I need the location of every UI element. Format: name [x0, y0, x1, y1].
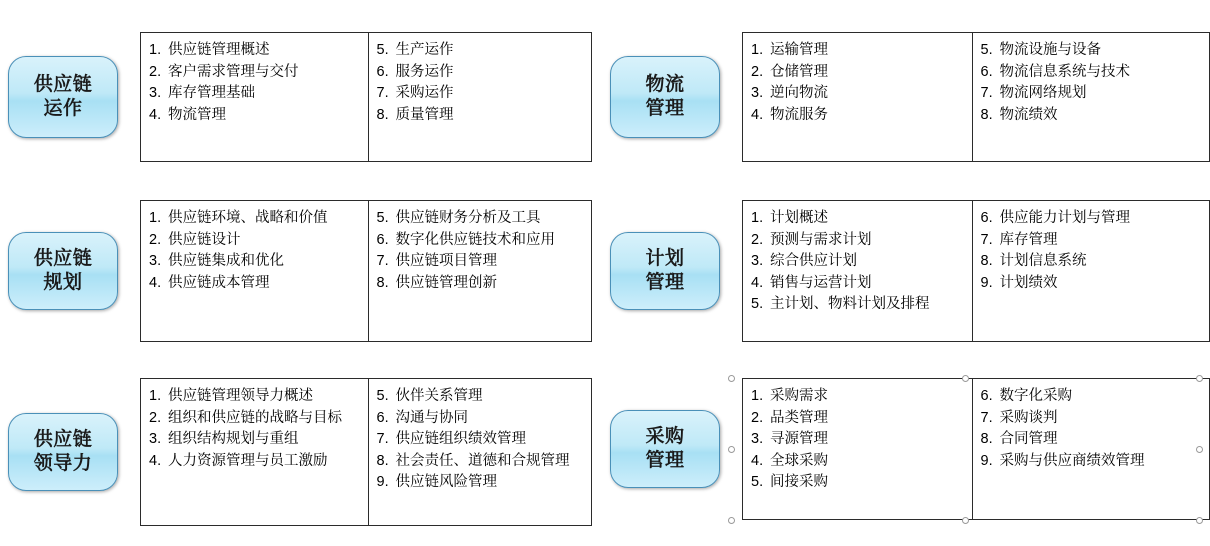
item-list-left — [751, 40, 964, 126]
list-item: 5. 伙伴关系管理 — [376, 388, 483, 404]
pill-line-1: 采购 — [645, 425, 685, 447]
group-label-scm-operations[interactable] — [8, 56, 118, 138]
pill-line-2: 规划 — [43, 272, 83, 293]
pill-line-2: 管理 — [645, 272, 685, 293]
selection-handle-top-right[interactable] — [1196, 375, 1203, 382]
list-item: 4. 物流服务 — [751, 106, 828, 123]
list-item: 1. 运输管理 — [751, 42, 828, 58]
pill-line-1: 计划 — [645, 247, 685, 269]
list-item: 7. 库存管理 — [980, 231, 1058, 248]
list-item: 3. 库存管理基础 — [149, 85, 255, 102]
list-item: 5. 主计划、物料计划及排程 — [751, 296, 930, 313]
group-logistics-management[interactable] — [610, 32, 1210, 162]
list-item: 7. 供应链项目管理 — [376, 253, 497, 270]
listbox-plan-management[interactable] — [742, 200, 1210, 342]
selection-handle-middle-left[interactable] — [728, 446, 735, 453]
list-item: 8. 社会责任、道德和合规管理 — [376, 452, 570, 469]
list-item: 6. 供应能力计划与管理 — [980, 210, 1131, 226]
group-scm-planning[interactable] — [8, 200, 592, 342]
listbox-right-column — [369, 201, 592, 341]
listbox-left-column — [141, 33, 369, 161]
list-item: 9. 供应链风险管理 — [376, 474, 497, 491]
item-list-left — [149, 208, 360, 294]
pill-line-1: 供应链 — [33, 73, 93, 95]
list-item: 3. 逆向物流 — [751, 85, 828, 102]
item-list-right — [981, 208, 1201, 294]
item-list-right — [377, 386, 584, 493]
list-item: 8. 供应链管理创新 — [376, 274, 497, 291]
listbox-scm-leadership[interactable] — [140, 378, 592, 526]
item-list-right — [981, 386, 1201, 472]
list-item: 6. 数字化供应链技术和应用 — [376, 231, 555, 248]
group-label-scm-leadership[interactable] — [8, 413, 118, 491]
list-item: 7. 供应链组织绩效管理 — [376, 431, 526, 448]
list-item: 3. 综合供应计划 — [751, 253, 857, 270]
pill-line-2: 管理 — [645, 98, 685, 119]
item-list-left — [751, 208, 964, 315]
list-item: 9. 计划绩效 — [980, 274, 1058, 291]
list-item: 5. 供应链财务分析及工具 — [376, 210, 541, 226]
group-label-plan-management[interactable] — [610, 232, 720, 310]
listbox-left-column — [743, 33, 973, 161]
item-list-left — [149, 40, 360, 126]
listbox-left-column — [743, 379, 973, 519]
listbox-right-column — [369, 33, 592, 161]
item-list-right — [377, 208, 584, 294]
list-item: 4. 全球采购 — [751, 452, 828, 469]
pill-line-2: 领导力 — [33, 453, 93, 474]
list-item: 3. 供应链集成和优化 — [149, 253, 284, 270]
listbox-left-column — [743, 201, 973, 341]
list-item: 4. 人力资源管理与员工激励 — [149, 452, 328, 469]
list-item: 7. 采购运作 — [376, 85, 454, 102]
list-item: 6. 数字化采购 — [980, 388, 1073, 404]
pill-line-1: 供应链 — [33, 428, 93, 450]
list-item: 8. 合同管理 — [980, 431, 1058, 448]
listbox-left-column — [141, 379, 369, 525]
list-item: 8. 质量管理 — [376, 106, 454, 123]
listbox-right-column — [973, 379, 1209, 519]
list-item: 2. 品类管理 — [751, 409, 828, 426]
selection-handle-bottom-center[interactable] — [962, 517, 969, 524]
list-item: 2. 仓储管理 — [751, 63, 828, 80]
selection-handle-bottom-left[interactable] — [728, 517, 735, 524]
selection-handle-bottom-right[interactable] — [1196, 517, 1203, 524]
listbox-procurement-management[interactable] — [742, 378, 1210, 520]
listbox-left-column — [141, 201, 369, 341]
listbox-right-column — [369, 379, 592, 525]
item-list-right — [981, 40, 1201, 126]
selection-handle-top-center[interactable] — [962, 375, 969, 382]
listbox-scm-operations[interactable] — [140, 32, 592, 162]
selection-handle-middle-right[interactable] — [1196, 446, 1203, 453]
list-item: 9. 采购与供应商绩效管理 — [980, 452, 1145, 469]
pill-line-2: 管理 — [645, 450, 685, 471]
list-item: 8. 物流绩效 — [980, 106, 1058, 123]
listbox-right-column — [973, 33, 1209, 161]
list-item: 4. 物流管理 — [149, 106, 226, 123]
group-plan-management[interactable] — [610, 200, 1210, 342]
listbox-right-column — [973, 201, 1209, 341]
list-item: 2. 预测与需求计划 — [751, 231, 872, 248]
list-item: 6. 沟通与协同 — [376, 409, 468, 426]
group-scm-leadership[interactable] — [8, 378, 592, 526]
list-item: 1. 采购需求 — [751, 388, 828, 404]
list-item: 1. 供应链环境、战略和价值 — [149, 210, 328, 226]
pill-line-1: 物流 — [645, 73, 685, 95]
list-item: 7. 物流网络规划 — [980, 85, 1087, 102]
list-item: 2. 客户需求管理与交付 — [149, 63, 299, 80]
list-item: 2. 组织和供应链的战略与目标 — [149, 409, 342, 426]
listbox-scm-planning[interactable] — [140, 200, 592, 342]
pill-line-1: 供应链 — [33, 247, 93, 269]
group-scm-operations[interactable] — [8, 32, 592, 162]
list-item: 2. 供应链设计 — [149, 231, 241, 248]
list-item: 3. 寻源管理 — [751, 431, 828, 448]
group-label-logistics-management[interactable] — [610, 56, 720, 138]
item-list-left — [149, 386, 360, 472]
item-list-left — [751, 386, 964, 493]
list-item: 3. 组织结构规划与重组 — [149, 431, 299, 448]
list-item: 7. 采购谈判 — [980, 409, 1058, 426]
list-item: 6. 服务运作 — [376, 63, 454, 80]
pill-line-2: 运作 — [43, 98, 83, 119]
listbox-logistics-management[interactable] — [742, 32, 1210, 162]
group-label-procurement-management[interactable] — [610, 410, 720, 488]
group-procurement-management[interactable] — [610, 378, 1210, 520]
list-item: 4. 销售与运营计划 — [751, 274, 872, 291]
list-item: 1. 计划概述 — [751, 210, 828, 226]
list-item: 4. 供应链成本管理 — [149, 274, 270, 291]
list-item: 5. 生产运作 — [376, 42, 454, 58]
list-item: 1. 供应链管理概述 — [149, 42, 270, 58]
list-item: 1. 供应链管理领导力概述 — [149, 388, 313, 404]
list-item: 5. 间接采购 — [751, 474, 828, 491]
selection-handle-top-left[interactable] — [728, 375, 735, 382]
list-item: 8. 计划信息系统 — [980, 253, 1087, 270]
list-item: 6. 物流信息系统与技术 — [980, 63, 1131, 80]
group-label-scm-planning[interactable] — [8, 232, 118, 310]
item-list-right — [377, 40, 584, 126]
list-item: 5. 物流设施与设备 — [980, 42, 1102, 58]
